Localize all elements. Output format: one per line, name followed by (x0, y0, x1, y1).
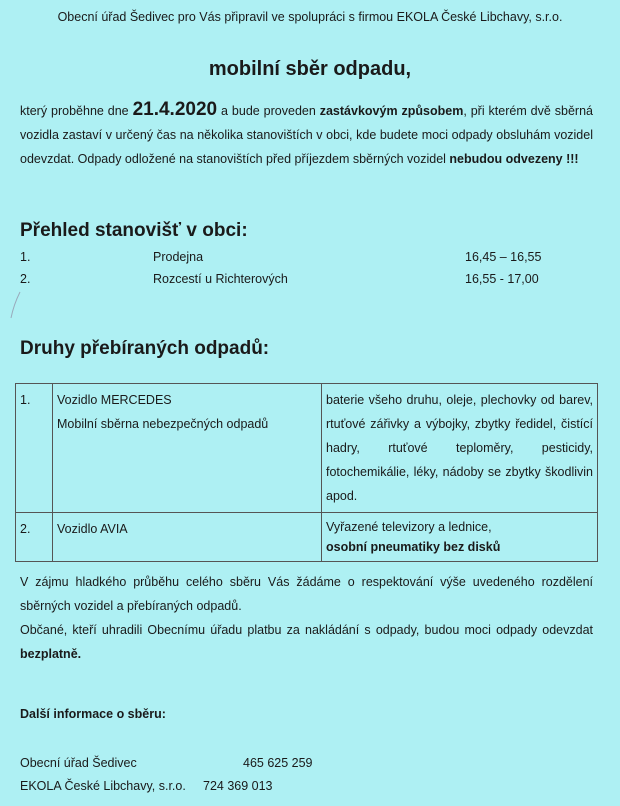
intro-text-2: a bude proveden (217, 104, 320, 118)
pen-mark (8, 290, 22, 320)
contact-name: Obecní úřad Šedivec (20, 756, 137, 770)
stop-number: 2. (20, 272, 31, 286)
waste-items: baterie všeho druhu, oleje, plechovky od barev, rtuťové zářivky a výbojky, zbytky ředidel, čistící hadry, rtuťové teploměry, pesticidy, fotochemikálie, léky, nádoby se zbytky škodlivin apod. (326, 393, 593, 503)
vehicle-description: Mobilní sběrna nebezpečných odpadů (57, 417, 269, 431)
waste-items-cell (322, 384, 598, 513)
intro-text-1: který proběhne dne (20, 104, 133, 118)
stop-number: 1. (20, 250, 31, 264)
row-number: 2. (16, 513, 53, 562)
collection-method: zastávkovým způsobem (319, 104, 464, 118)
table-row (16, 384, 598, 513)
intro-paragraph (20, 98, 593, 171)
intro-text-3: , při kterém dvě sběrná vozidla zastaví v určený čas na několika stanovištích v obci, kde budete moci odpady obsluhám vozidel odevzdat. Odpady odložené na stanovištích před příjezdem sběrných vozidel (20, 104, 593, 166)
vehicle-name: Vozidlo AVIA (57, 522, 128, 536)
row-number: 1. (16, 384, 53, 513)
vehicle-name: Vozidlo MERCEDES (57, 393, 172, 407)
footer-paragraph-2 (20, 618, 593, 666)
footer-free-label: bezplatně. (20, 647, 82, 661)
waste-items-highlight: osobní pneumatiky bez disků (326, 540, 501, 554)
waste-items: Vyřazené televizory a lednice, (326, 520, 492, 534)
waste-table (15, 383, 598, 562)
footer-text: Občané, kteří uhradili Obecnímu úřadu platbu za nakládání s odpady, budou moci odpady odevzdat (20, 623, 593, 637)
vehicle-cell (53, 513, 322, 562)
intro-warning: nebudou odvezeny !!! (449, 152, 579, 166)
footer-paragraph-1: V zájmu hladkého průběhu celého sběru Vás žádáme o respektování výše uvedeného rozdělení sběrných vozidel a přebíraných odpadů. (20, 575, 593, 613)
contact-name: EKOLA České Libchavy, s.r.o. (20, 779, 186, 793)
vehicle-cell (53, 384, 322, 513)
table-row (16, 513, 598, 562)
contact-phone: 724 369 013 (203, 779, 273, 793)
stops-heading: Přehled stanovišť v obci: (20, 220, 248, 241)
waste-items-cell (322, 513, 598, 562)
info-heading: Další informace o sběru: (20, 707, 166, 721)
stop-name: Rozcestí u Richterových (153, 272, 288, 286)
collection-date: 21.4.2020 (132, 99, 218, 120)
stop-time: 16,55 - 17,00 (465, 272, 539, 286)
document-title: mobilní sběr odpadu, (208, 58, 412, 80)
stop-name: Prodejna (153, 250, 204, 264)
waste-heading: Druhy přebíraných odpadů: (20, 338, 270, 359)
contact-phone: 465 625 259 (243, 756, 313, 770)
stop-row (20, 272, 580, 292)
stop-time: 16,45 – 16,55 (465, 250, 542, 264)
header-line: Obecní úřad Šedivec pro Vás připravil ve spolupráci s firmou EKOLA České Libchavy, s.r.o. (57, 10, 563, 24)
stop-row (20, 250, 580, 270)
